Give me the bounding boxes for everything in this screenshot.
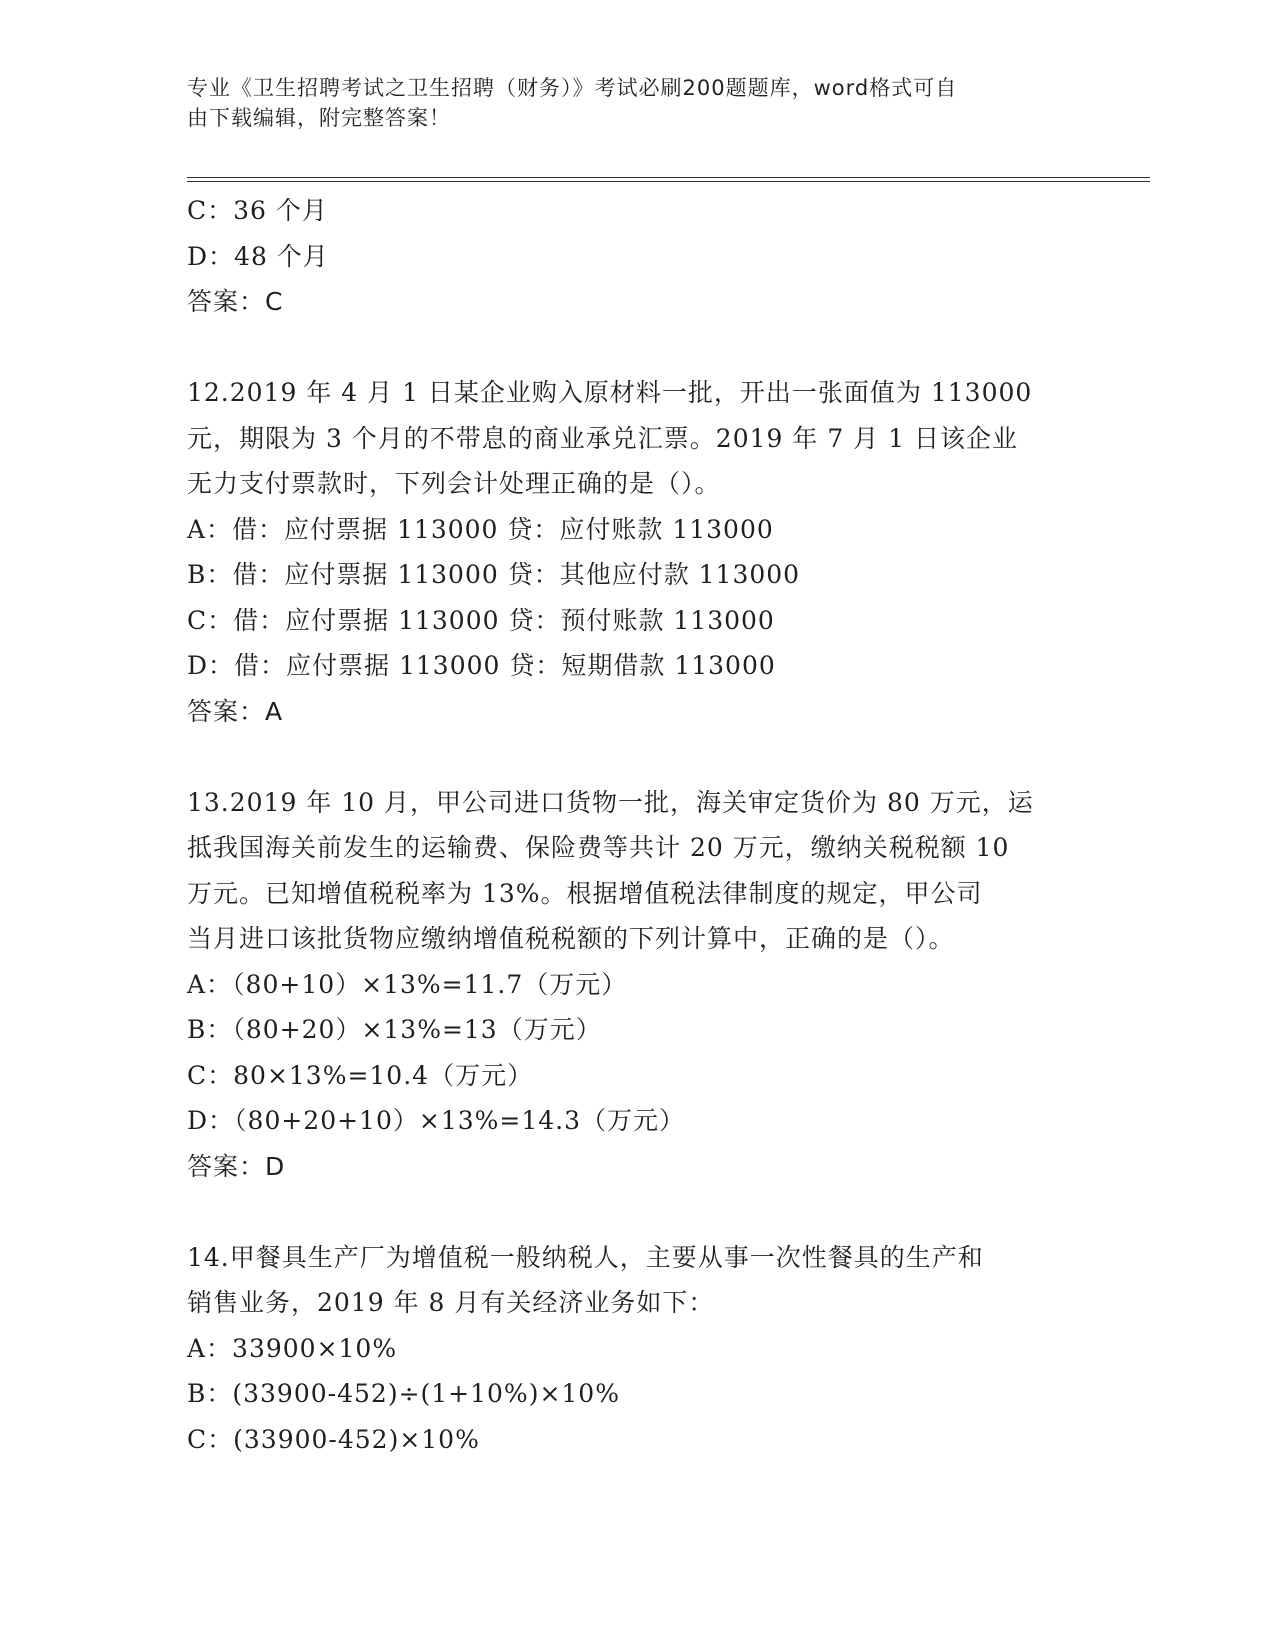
question-stem: 元，期限为 3 个月的不带息的商业承兑汇票。2019 年 7 月 1 日该企业 [187,423,1018,453]
question-stem: 当月进口该批货物应缴纳增值税税额的下列计算中，正确的是（）。 [187,924,955,953]
document-header [187,73,1067,133]
answer: 答案：A [187,696,284,726]
option-d: D：（80+20+10）×13%=14.3（万元） [187,1106,685,1135]
option-b: B：借：应付票据 113000 贷：其他应付款 113000 [187,560,801,589]
option-a: A：借：应付票据 113000 贷：应付账款 113000 [187,514,774,544]
header-divider-top [187,177,1150,178]
question-stem: 13.2019 年 10 月，甲公司进口货物一批，海关审定货价为 80 万元，运 [187,787,1034,817]
question-stem: 12.2019 年 4 月 1 日某企业购入原材料一批，开出一张面值为 113000 [187,378,1033,407]
header-divider-bottom [187,181,1150,182]
option-a: A：（80+10）×13%=11.7（万元） [187,969,628,999]
question-12 [187,370,1087,734]
answer: 答案：D [187,1151,286,1181]
question-list [187,188,1087,1462]
question-13 [187,780,1087,1190]
option-a: A：33900×10% [187,1333,398,1363]
question-14 [187,1235,1087,1463]
question-11 [187,188,1087,325]
option-c: C：(33900-452)×10% [187,1424,480,1454]
option-c: C：借：应付票据 113000 贷：预付账款 113000 [187,605,775,635]
option-c: C：80×13%=10.4（万元） [187,1060,534,1090]
question-stem: 万元。已知增值税税率为 13%。根据增值税法律制度的规定，甲公司 [187,878,983,908]
option-c: C：36 个月 [187,196,328,225]
question-stem: 抵我国海关前发生的运输费、保险费等共计 20 万元，缴纳关税税额 10 [187,833,1010,862]
spacer [187,734,1087,780]
option-b: B：（80+20）×13%=13（万元） [187,1015,602,1044]
option-b: B：(33900-452)÷(1+10%)×10% [187,1379,620,1408]
spacer [187,325,1087,371]
question-stem: 无力支付票款时，下列会计处理正确的是（）。 [187,469,721,498]
header-line-1: 专业《卫生招聘考试之卫生招聘（财务）》考试必刷200题题库，word格式可自 [187,76,958,100]
header-line-2: 由下载编辑，附完整答案！ [187,106,451,130]
question-stem: 销售业务，2019 年 8 月有关经济业务如下： [187,1288,715,1317]
spacer [187,1189,1087,1235]
answer: 答案：C [187,287,284,316]
question-stem: 14.甲餐具生产厂为增值税一般纳税人，主要从事一次性餐具的生产和 [187,1242,984,1272]
option-d: D：借：应付票据 113000 贷：短期借款 113000 [187,651,776,680]
option-d: D：48 个月 [187,241,329,271]
